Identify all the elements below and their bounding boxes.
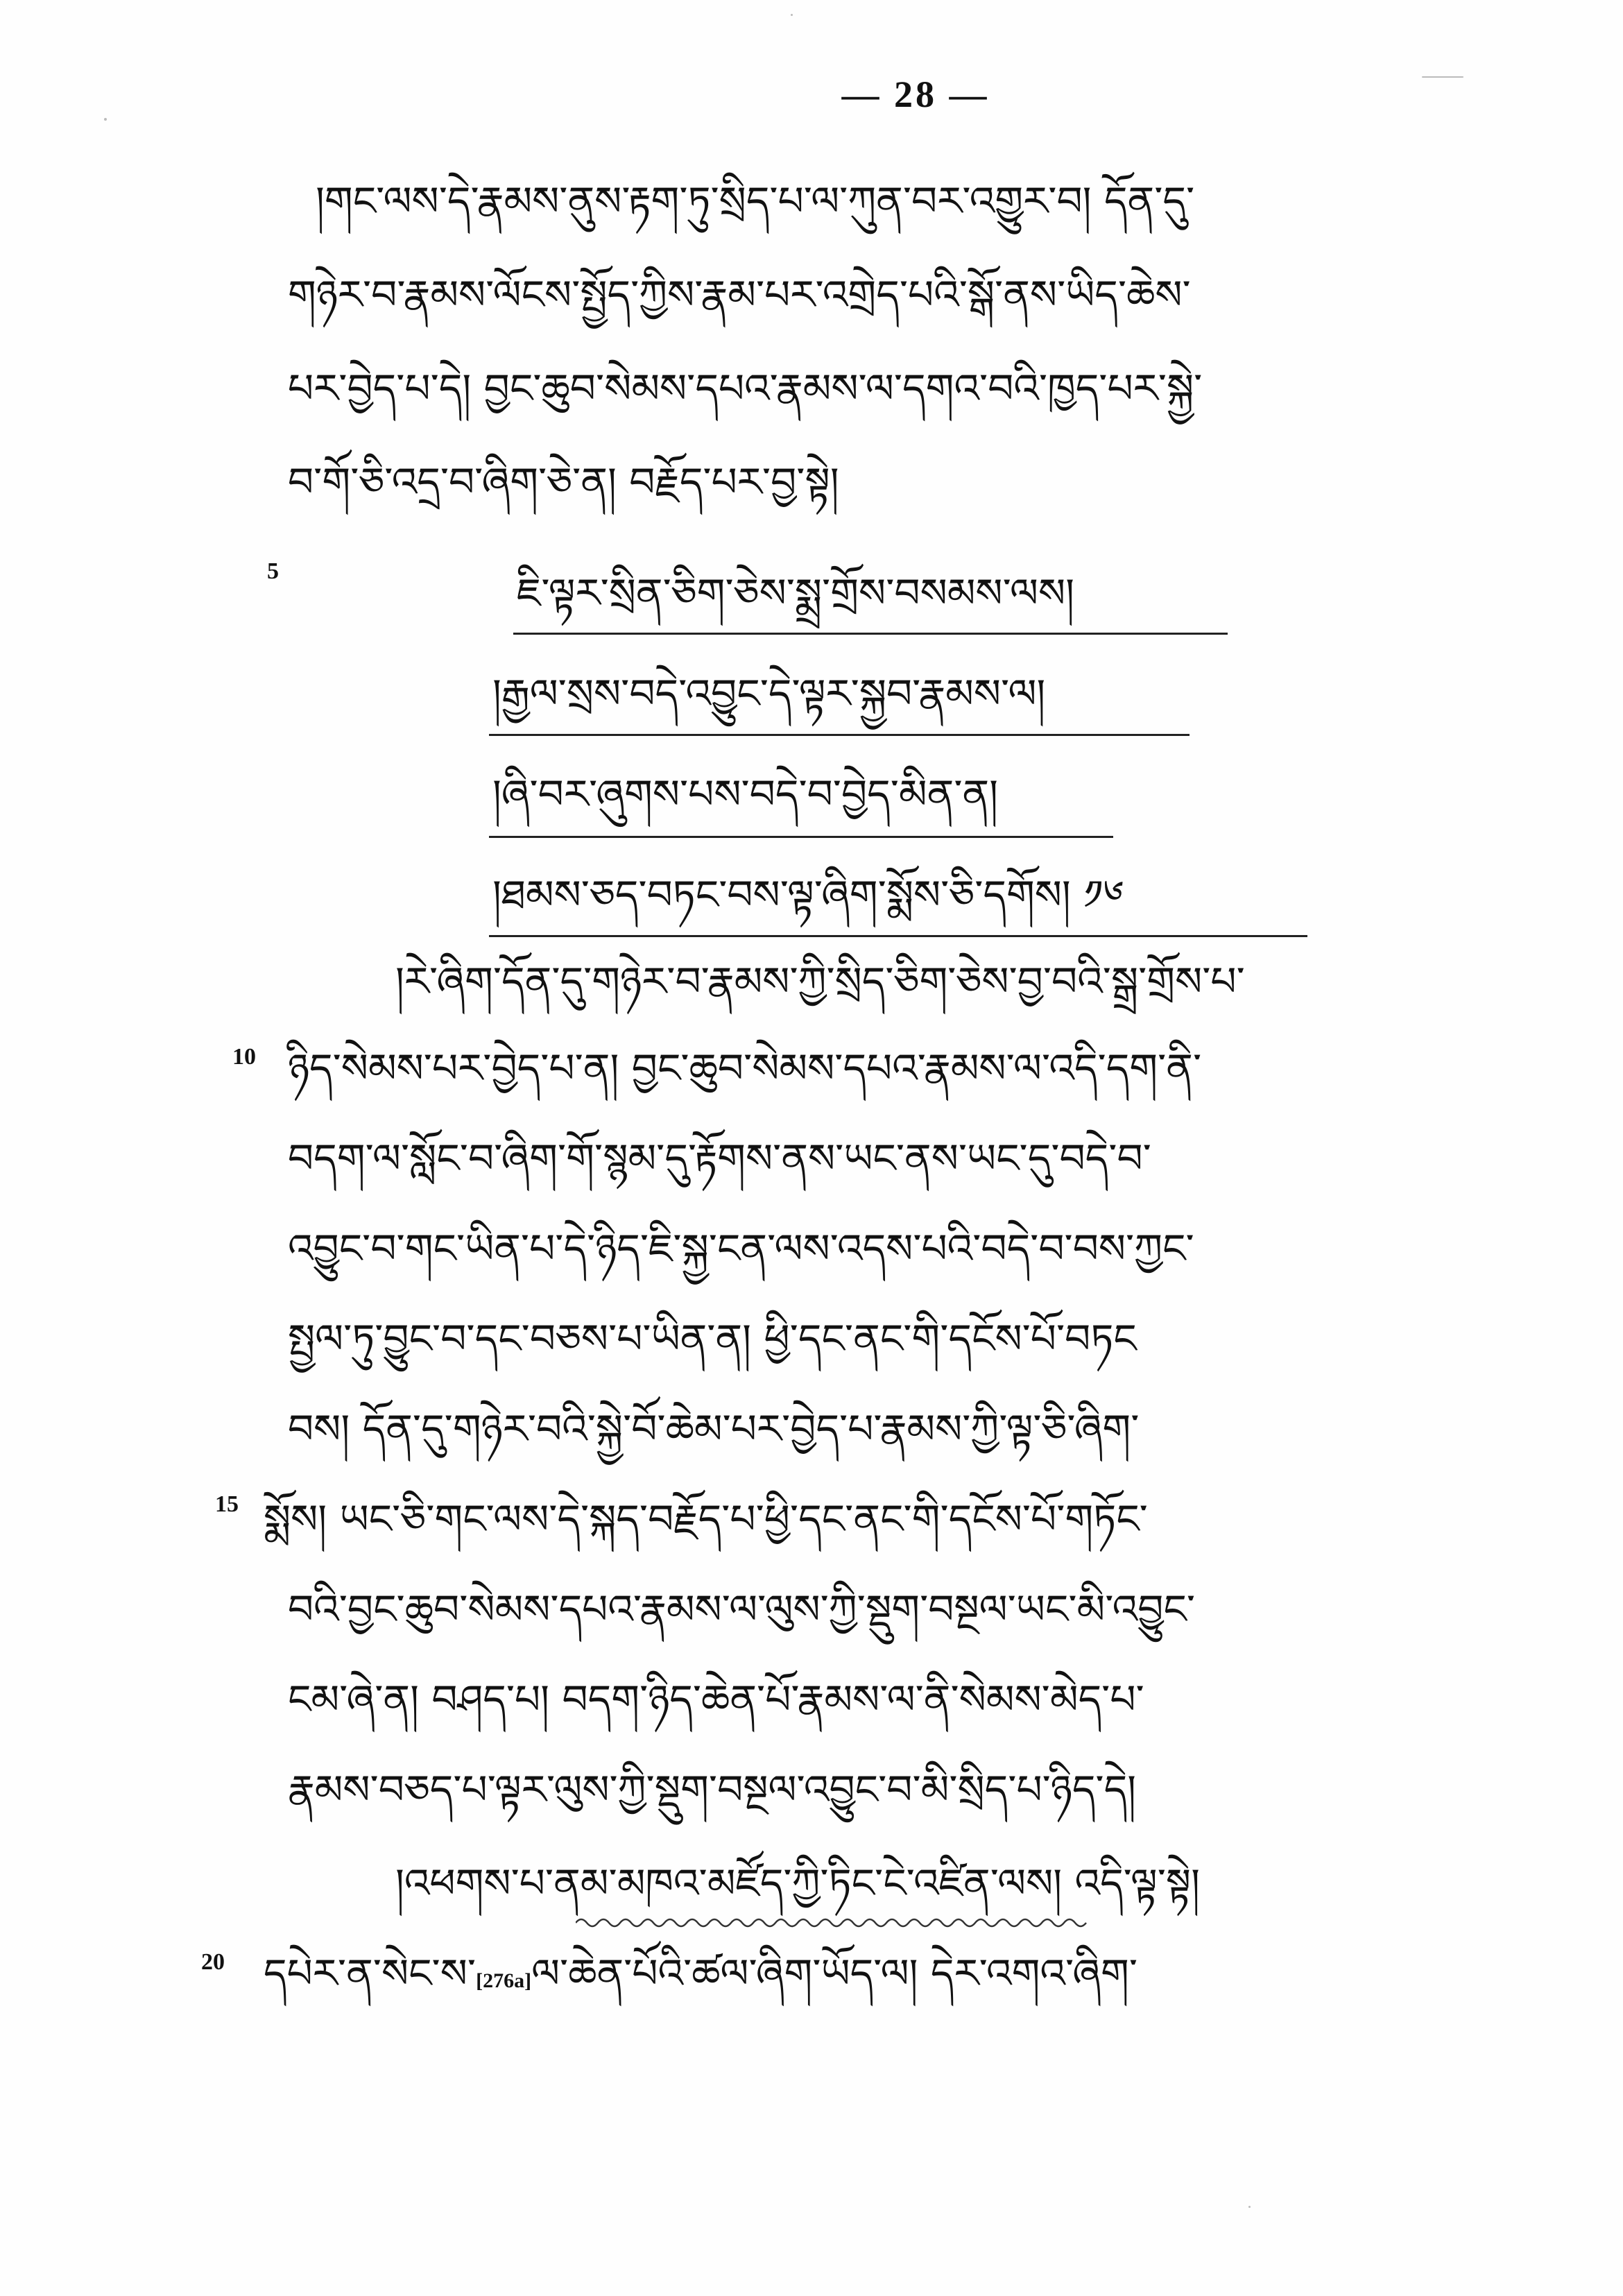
prose-line-7: བདག་ལ་སློང་བ་ཞིག་གོ་སྙམ་དུ་རྟོགས་ནས་ཡང་ནས་ཡང་དུ་བདེ་བ་	[288, 1135, 1151, 1182]
line-number-15: 15	[215, 1491, 239, 1517]
line-number-20: 20	[201, 1949, 225, 1975]
verse-rule-4	[489, 935, 1307, 937]
prose-line-16-start: དཔེར་ན་སེང་ས་	[264, 1950, 476, 1997]
line-number-10: 10	[232, 1044, 256, 1070]
line-number-5: 5	[267, 558, 279, 584]
wavy-underline	[576, 1914, 1089, 1931]
prose-line-4: བ་གོ་ཅི་འདྲ་བ་ཞིག་ཅེ་ན། བརྗོད་པར་བྱ་སྟེ།	[288, 459, 839, 506]
prose-line-11: སྨོས། ཡང་ཅི་གང་ལས་དེ་སྐད་བརྗོད་པ་ཕྱི་དང་ནང་གི་དངོས་པོ་གཏོང་	[264, 1496, 1148, 1543]
verse-rule-1	[513, 633, 1228, 635]
prose-line-12: བའི་བྱང་ཆུབ་སེམས་དཔའ་རྣམས་ལ་ལུས་ཀྱི་སྡུག་བསྔལ་ཡང་མི་འབྱུང་	[288, 1586, 1196, 1633]
prose-line-6: ཉིད་སེམས་པར་བྱེད་པ་ན། བྱང་ཆུབ་སེམས་དཔའ་རྣམས་ལ་འདི་དག་ནི་	[288, 1045, 1202, 1092]
prose-line-15: །འཕགས་པ་ནམ་མཁའ་མཛོད་ཀྱི་ཏིང་ངེ་འཛིན་ལས། འདི་ལྟ་སྟེ།	[395, 1860, 1201, 1907]
page-number: — 28 —	[841, 74, 990, 115]
folio-marker: [276a]	[476, 1969, 532, 1992]
prose-line-5: །རེ་ཞིག་དོན་དུ་གཉེར་བ་རྣམས་ཀྱི་སྲིད་ཅིག་ཅེས་བྱ་བའི་སྒྲ་གྲོས་པ་	[395, 958, 1245, 1005]
verse-rule-3	[489, 836, 1113, 838]
prose-line-9: སྤྱལ་ཏུ་བྱུང་བ་དང་བཅས་པ་ཡིན་ན། ཕྱི་དང་ནང་གི་དངོས་པོ་བཏང	[288, 1315, 1137, 1362]
scan-speck	[1248, 2206, 1251, 2208]
prose-line-2: གཉེར་བ་རྣམས་ལོངས་སྤྱོད་ཀྱིས་རྣམ་པར་འགྲེད་པའི་སྒོ་ནས་ཡིད་ཆེས་	[288, 271, 1191, 318]
scan-speck	[1422, 76, 1463, 78]
prose-line-1: །གང་ལས་དེ་རྣམས་ནུས་རྟག་ཏུ་སྲིད་པ་ལ་ཀུན་བར་འགྱུར་བ། དོན་དུ་	[316, 178, 1195, 225]
prose-line-16-end: ལ་ཆེན་པོའི་ཚལ་ཞིག་ཡོད་ལ། དེར་འགའ་ཞིག་	[531, 1950, 1138, 1997]
scan-speck	[791, 14, 793, 16]
prose-line-14: རྣམས་བཅད་པ་ལྟར་ལུས་ཀྱི་སྡུག་བསྔལ་འབྱུང་བ་མི་སྲིད་པ་ཉིད་དེ།	[288, 1766, 1137, 1813]
prose-line-10: བས། དོན་དུ་གཉེར་བའི་སྐྱེ་བོ་ཆེམ་པར་བྱེད་པ་རྣམས་ཀྱི་ལྟ་ཅི་ཞིག་	[288, 1405, 1140, 1453]
verse-rule-2	[489, 734, 1190, 736]
verse-line-4: །ཐམས་ཅད་བཏང་བས་ལྟ་ཞིག་སྨོས་ཅི་དགོས། ༡༦	[492, 871, 1124, 918]
prose-line-3: པར་བྱེད་པ་དེ། བྱང་ཆུབ་སེམས་དཔའ་རྣམས་ལ་དགའ་བའི་ཁྱད་པར་སྐྱེ་	[288, 365, 1203, 412]
prose-line-16	[264, 1932, 1137, 2015]
prose-line-13: ངམ་ཞེ་ན། བཤད་པ། བདག་ཉིད་ཆེན་པོ་རྣམས་ལ་ནི་སེམས་མེད་པ་	[288, 1676, 1144, 1723]
prose-line-8: འབྱུང་བ་གང་ཡིན་པ་དེ་ཉིད་ཇི་སྐྱ་ངན་ལས་འདས་པའི་བདེ་བ་བས་ཀྱང་	[288, 1225, 1194, 1272]
scan-speck	[104, 118, 107, 121]
verse-line-1: ཇི་ལྟར་སྲིན་ཅིག་ཅེས་སྨྲ་གྲོས་བསམས་ལས།	[517, 569, 1074, 617]
verse-line-2: །རྒྱལ་སྲས་བདེ་འབྱུང་དེ་ལྟར་སྐྱབ་རྣམས་ལ།	[492, 670, 1046, 717]
verse-line-3: །ཞི་བར་ཞུགས་པས་བདེ་བ་བྱེད་མིན་ན།	[492, 771, 999, 818]
